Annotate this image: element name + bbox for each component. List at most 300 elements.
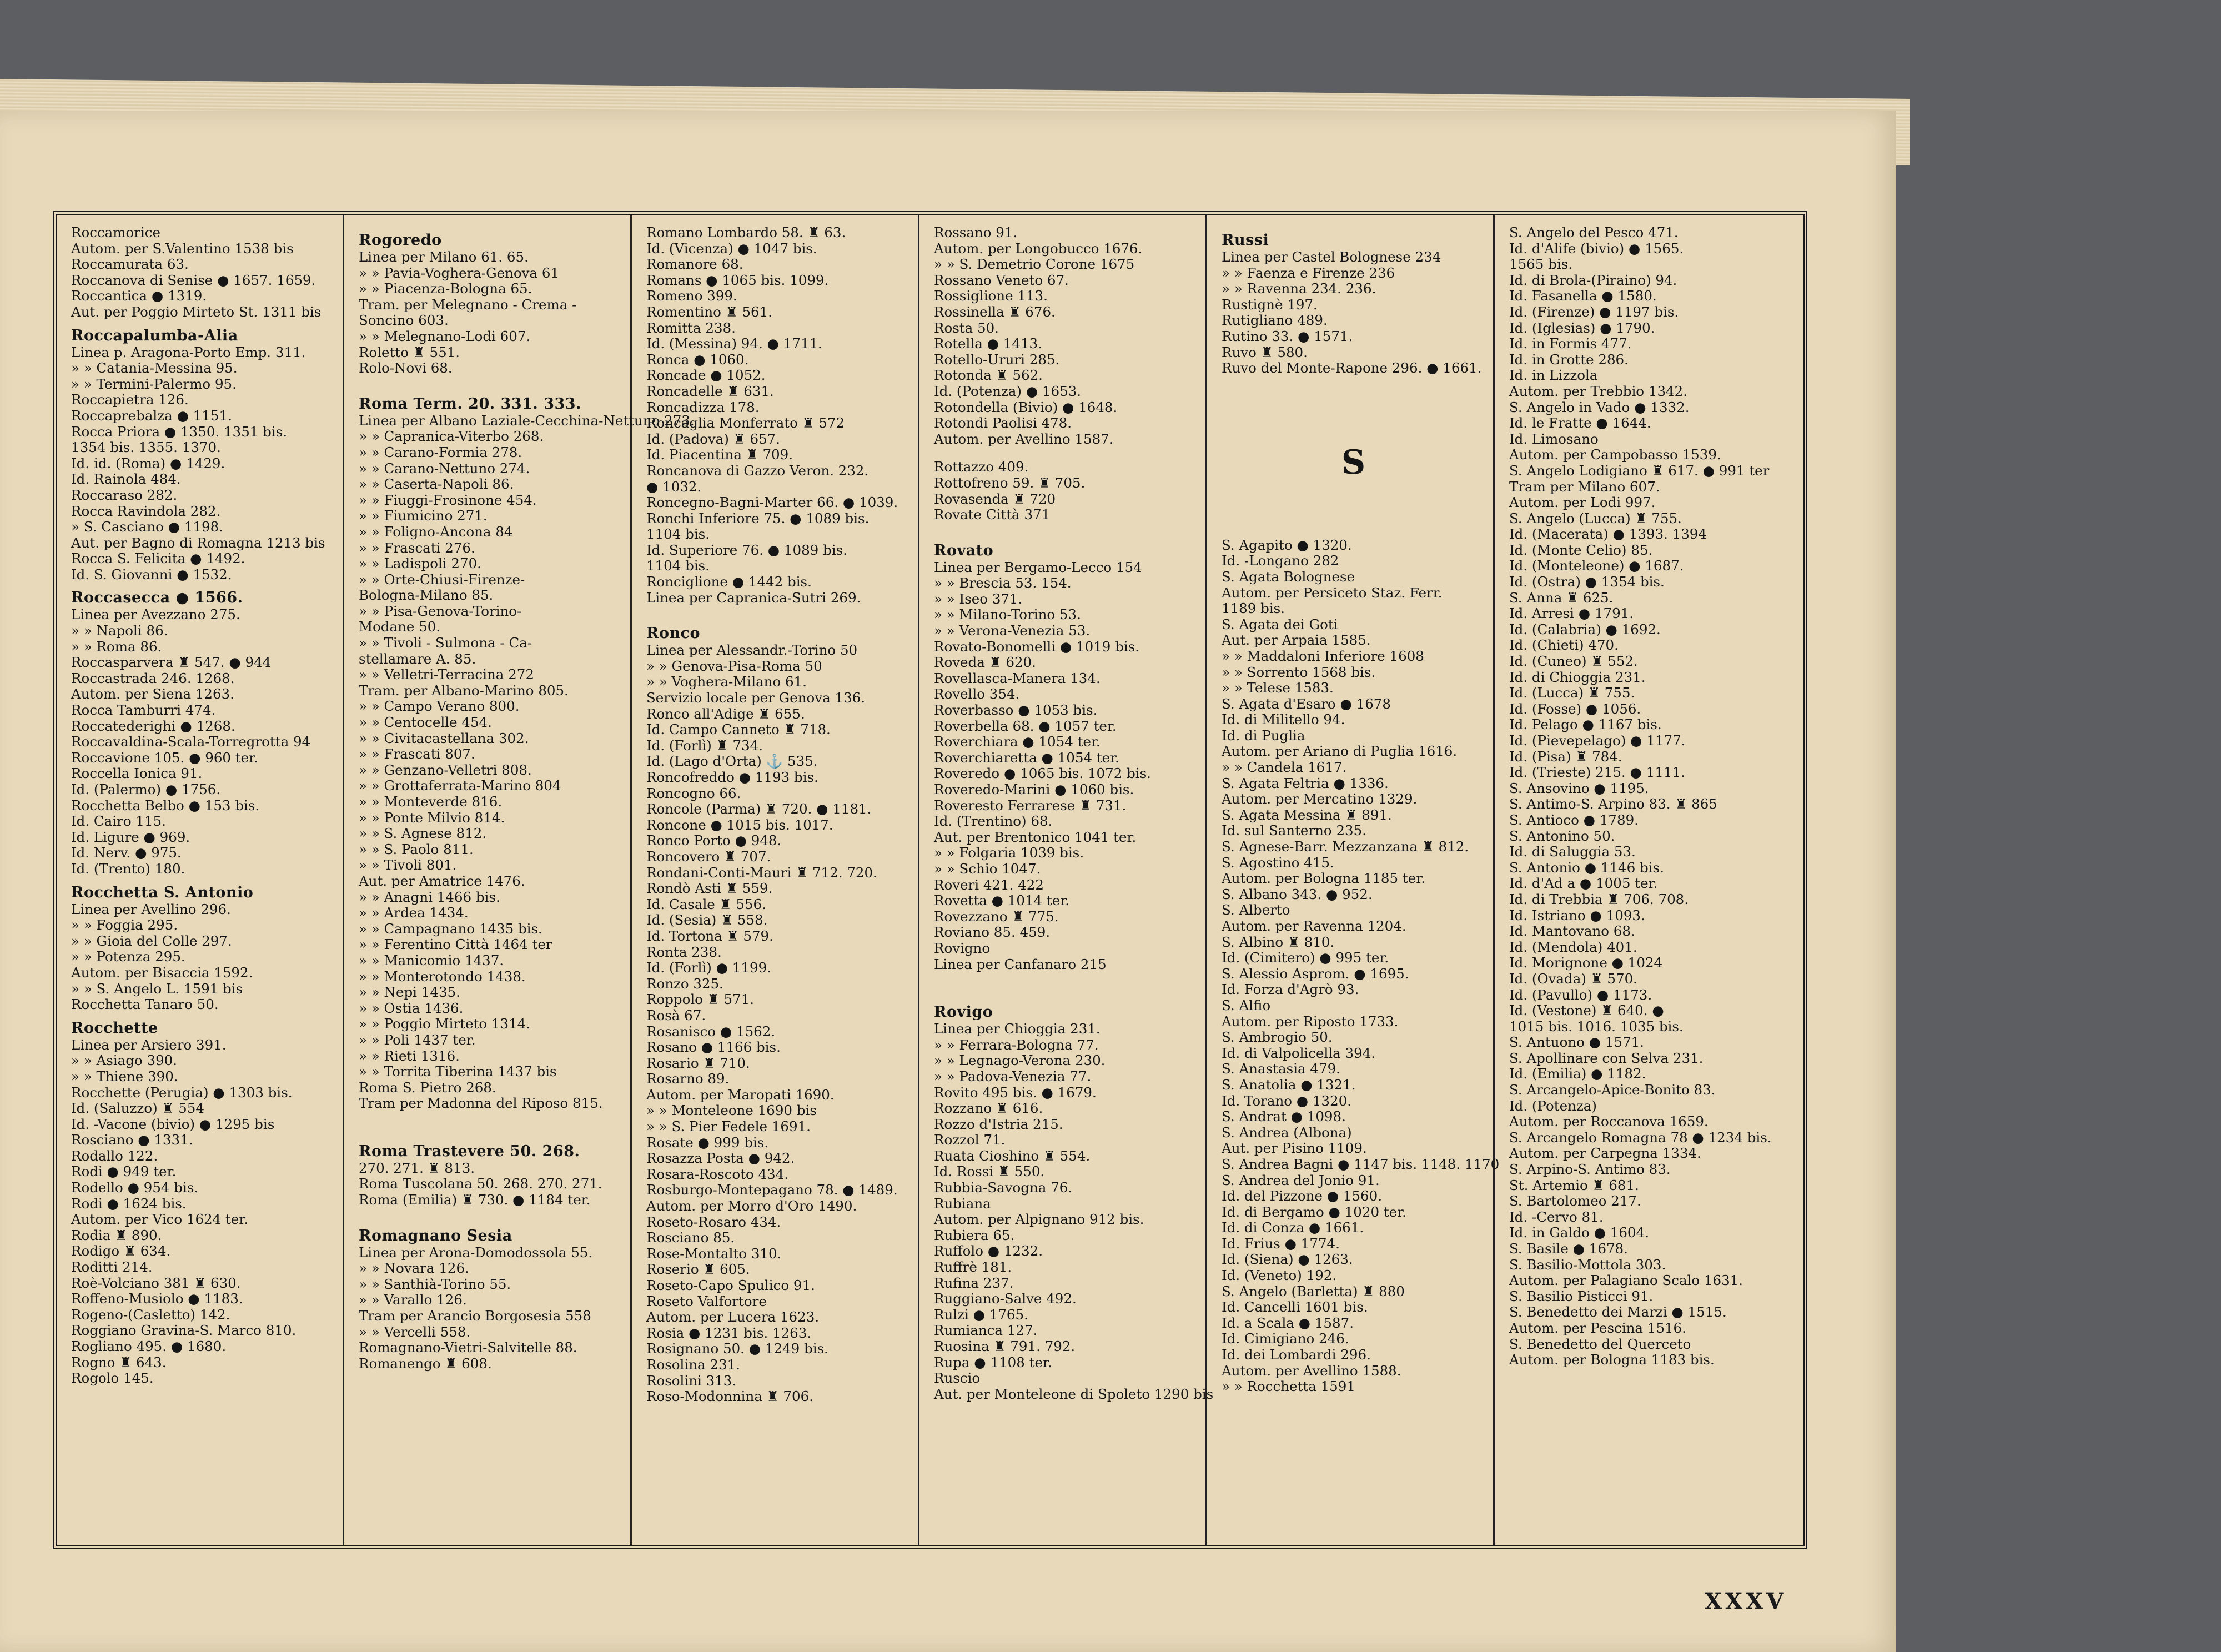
index-entry: » » Schio 1047. (934, 860, 1041, 877)
index-entry: Id. -Longano 282 (1222, 553, 1339, 569)
section-letter: S (1341, 443, 1366, 482)
index-entry: Id. (Ovada) ♜ 570. (1509, 970, 1637, 987)
index-entry: Id. Ligure ● 969. (71, 828, 190, 845)
index-entry: » » Voghera-Milano 61. (646, 674, 807, 690)
index-entry: » » S. Angelo L. 1591 bis (71, 980, 243, 997)
index-entry: Id. (Cuneo) ♜ 552. (1509, 653, 1638, 670)
index-entry: Roccantica ● 1319. (71, 288, 207, 304)
index-entry: Roveresto Ferrarese ♜ 731. (934, 797, 1127, 814)
index-entry: Autom. per Avellino 1588. (1222, 1362, 1401, 1379)
index-entry: Rupa ● 1108 ter. (934, 1354, 1052, 1370)
index-entry: Autom. per Carpegna 1334. (1509, 1145, 1701, 1162)
index-entry: Roletto ♜ 551. (359, 344, 460, 360)
index-entry: » » Rieti 1316. (359, 1047, 460, 1064)
index-entry: Id. -Cervo 81. (1509, 1208, 1604, 1225)
index-entry: Id. Cancelli 1601 bis. (1222, 1299, 1368, 1315)
index-entry: » » Legnago-Verona 230. (934, 1052, 1106, 1069)
index-entry: Rotello-Ururi 285. (934, 351, 1060, 368)
index-entry: S. Ansovino ● 1195. (1509, 780, 1649, 796)
index-entry: Ruosina ♜ 791. 792. (934, 1338, 1076, 1354)
index-entry: Roverchiara ● 1054 ter. (934, 734, 1101, 750)
index-entry: Rubbia-Savogna 76. (934, 1179, 1073, 1196)
index-entry: » » Asiago 390. (71, 1052, 178, 1069)
index-entry: Aut. per Brentonico 1041 ter. (934, 828, 1137, 845)
index-entry: Aut. per Monteleone di Spoleto 1290 bis (934, 1385, 1214, 1402)
index-entry: Rutino 33. ● 1571. (1222, 328, 1353, 344)
index-entry: S. Arpino-S. Antimo 83. (1509, 1161, 1671, 1178)
index-entry: Autom. per Roccanova 1659. (1509, 1113, 1709, 1130)
index-entry: Rodello ● 954 bis. (71, 1179, 199, 1196)
index-entry: Rondani-Conti-Mauri ♜ 712. 720. (646, 864, 877, 881)
index-entry: Rosolina 231. (646, 1356, 740, 1373)
index-entry: S. Bartolomeo 217. (1509, 1193, 1641, 1209)
index-entry: Ruffrè 181. (934, 1259, 1012, 1276)
index-entry: S. Agapito ● 1320. (1222, 536, 1352, 553)
index-entry: Linea per Bergamo-Lecco 154 (934, 559, 1142, 575)
index-entry: Linea per Chioggia 231. (934, 1021, 1101, 1037)
index-entry: Rottazzo 409. (934, 459, 1029, 475)
index-entry: Autom. per S.Valentino 1538 bis (71, 240, 294, 257)
index-entry: Romitta 238. (646, 319, 736, 336)
index-entry: 1354 bis. 1355. 1370. (71, 439, 221, 456)
index-entry: S. Arcangelo Romagna 78 ● 1234 bis. (1509, 1129, 1772, 1146)
index-entry: Id. (Lago d'Orta) ⚓ 535. (646, 753, 818, 770)
index-heading: Rovigo (934, 1003, 993, 1021)
index-entry: Id. (Trento) 180. (71, 860, 185, 877)
index-entry: » » Ostia 1436. (359, 1000, 464, 1016)
index-entry: » » Grottaferrata-Marino 804 (359, 777, 561, 794)
index-entry: Rogno ♜ 643. (71, 1354, 167, 1370)
index-entry: Roma Tuscolana 50. 268. 270. 271. (359, 1176, 602, 1192)
index-entry: Id. (Trentino) 68. (934, 813, 1053, 830)
index-entry: Aut. per Poggio Mirteto St. 1311 bis (71, 303, 321, 320)
index-entry: Roveredo ● 1065 bis. 1072 bis. (934, 765, 1151, 782)
index-entry: Romentino ♜ 561. (646, 303, 773, 320)
index-entry: Autom. per Maropati 1690. (646, 1086, 835, 1103)
index-entry: » » Pavia-Voghera-Genova 61 (359, 264, 560, 281)
index-entry: Ruffolo ● 1232. (934, 1243, 1043, 1259)
index-entry: Aut. per Pisino 1109. (1222, 1140, 1367, 1157)
index-entry: » » Monteleone 1690 bis (646, 1102, 817, 1119)
index-entry: Id. Limosano (1509, 430, 1599, 447)
index-entry: 1565 bis. (1509, 256, 1573, 273)
index-entry: St. Artemio ♜ 681. (1509, 1177, 1639, 1193)
index-entry: » S. Casciano ● 1198. (71, 519, 223, 535)
index-entry: Autom. per Lucera 1623. (646, 1309, 820, 1325)
index-entry: Id. di Valpolicella 394. (1222, 1045, 1376, 1061)
index-entry: Rodi ● 949 ter. (71, 1163, 177, 1180)
index-entry: Id. Arresi ● 1791. (1509, 605, 1634, 622)
index-entry: Id. in Formis 477. (1509, 335, 1632, 352)
index-entry: Roncade ● 1052. (646, 367, 766, 384)
index-entry: Rubiana (934, 1195, 991, 1212)
index-entry: stellamare A. 85. (359, 650, 476, 667)
index-entry: Id. (Firenze) ● 1197 bis. (1509, 303, 1679, 320)
index-entry: Id. Tortona ♜ 579. (646, 927, 773, 944)
index-entry: S. Alessio Asprom. ● 1695. (1222, 965, 1409, 982)
index-entry: » » Anagni 1466 bis. (359, 888, 500, 905)
index-entry: Autom. per Riposto 1733. (1222, 1013, 1399, 1030)
index-entry: Rosà 67. (646, 1007, 706, 1023)
column-6 (1495, 215, 1782, 1545)
index-entry: Rosolini 313. (646, 1372, 737, 1389)
index-entry: » » Poli 1437 ter. (359, 1031, 476, 1048)
index-entry: Servizio locale per Genova 136. (646, 690, 866, 706)
index-entry: Id. (Padova) ♜ 657. (646, 430, 781, 447)
index-entry: Roccamorice (71, 224, 160, 240)
page-number: XXXV (1705, 1588, 1787, 1614)
index-entry: Romano Lombardo 58. ♜ 63. (646, 224, 846, 240)
index-entry: » » Civitacastellana 302. (359, 730, 529, 746)
index-entry: » » Nepi 1435. (359, 984, 460, 1001)
index-entry: S. Antonino 50. (1509, 827, 1615, 844)
index-heading: Roccasecca ● 1566. (71, 589, 243, 607)
index-entry: » » Milano-Torino 53. (934, 606, 1081, 623)
index-entry: Id. in Lizzola (1509, 367, 1598, 384)
index-entry: » » Monterotondo 1438. (359, 968, 526, 985)
index-entry: Tram per Arancio Borgosesia 558 (359, 1308, 591, 1324)
index-entry: » » Telese 1583. (1222, 680, 1334, 696)
index-entry: Roggiano Gravina-S. Marco 810. (71, 1322, 297, 1339)
index-heading: Rovato (934, 541, 994, 559)
index-entry: Rotella ● 1413. (934, 335, 1042, 352)
index-entry: Roncone ● 1015 bis. 1017. (646, 816, 833, 833)
index-entry: » » Torrita Tiberina 1437 bis (359, 1063, 557, 1080)
index-entry: Rosanisco ● 1562. (646, 1023, 776, 1040)
index-entry: Rodallo 122. (71, 1147, 158, 1164)
index-entry: Autom. per Palagiano Scalo 1631. (1509, 1272, 1743, 1289)
index-entry: Rovito 495 bis. ● 1679. (934, 1084, 1097, 1101)
index-entry: Roveri 421. 422 (934, 876, 1044, 893)
index-entry: » » Fiuggi-Frosinone 454. (359, 491, 537, 508)
index-entry: Roccamurata 63. (71, 256, 189, 273)
index-entry: Linea per Arsiero 391. (71, 1036, 227, 1053)
index-entry: S. Anna ♜ 625. (1509, 589, 1614, 606)
index-entry: Id. d'Ad a ● 1005 ter. (1509, 875, 1658, 892)
index-entry: » » Candela 1617. (1222, 759, 1347, 776)
index-entry: » » Ravenna 234. 236. (1222, 280, 1376, 297)
index-entry: Rutigliano 489. (1222, 312, 1328, 329)
index-entry: Id. Mantovano 68. (1509, 923, 1635, 940)
index-entry: S. Agata Feltria ● 1336. (1222, 775, 1389, 791)
index-entry: Rolo-Novi 68. (359, 360, 453, 376)
index-entry: S. Albino ♜ 810. (1222, 933, 1335, 950)
index-entry: Autom. per Alpignano 912 bis. (934, 1211, 1144, 1228)
index-entry: Id. di Puglia (1222, 727, 1305, 744)
index-entry: Roccella Ionica 91. (71, 765, 203, 782)
index-entry: Linea per Avezzano 275. (71, 606, 240, 623)
index-entry: Id. Fasanella ● 1580. (1509, 288, 1657, 304)
index-entry: Roncogno 66. (646, 785, 741, 801)
index-entry: Roncofreddo ● 1193 bis. (646, 769, 818, 785)
index-entry: Aut. per Arpaia 1585. (1222, 632, 1371, 649)
index-entry: Rotondella (Bivio) ● 1648. (934, 399, 1118, 415)
index-entry: Bologna-Milano 85. (359, 587, 494, 604)
index-entry: Roccapietra 126. (71, 391, 189, 408)
index-entry: Roverchiaretta ● 1054 ter. (934, 749, 1119, 766)
index-entry: Roveda ♜ 620. (934, 654, 1036, 671)
column-1 (57, 215, 344, 1545)
index-heading: Roma Term. 20. 331. 333. (359, 395, 581, 413)
index-entry: S. Agnese-Barr. Mezzanzana ♜ 812. (1222, 838, 1469, 855)
index-entry: Id. (Iglesias) ● 1790. (1509, 319, 1655, 336)
index-entry: » » Campo Verano 800. (359, 698, 520, 715)
index-entry: S. Albano 343. ● 952. (1222, 886, 1373, 902)
index-entry: » » Termini-Palermo 95. (71, 375, 237, 392)
index-entry: Roma S. Pietro 268. (359, 1079, 496, 1096)
index-entry: Id. id. (Roma) ● 1429. (71, 455, 225, 471)
index-entry: S. Anastasia 479. (1222, 1061, 1340, 1077)
index-entry: » » S. Agnese 812. (359, 825, 487, 842)
index-entry: » » Centocelle 454. (359, 714, 492, 731)
index-entry: Autom. per Campobasso 1539. (1509, 446, 1721, 463)
index-entry: Linea per Castel Bolognese 234 (1222, 249, 1441, 265)
index-entry: Autom. per Avellino 1587. (934, 430, 1114, 447)
index-entry: » » Thiene 390. (71, 1068, 178, 1084)
index-entry: Autom. per Lodi 997. (1509, 494, 1656, 511)
index-entry: Roncole (Parma) ♜ 720. ● 1181. (646, 801, 872, 817)
index-table (53, 211, 1807, 1549)
index-entry: Id. Piacentina ♜ 709. (646, 446, 793, 463)
index-entry: Id. di Brola-(Piraino) 94. (1509, 272, 1677, 288)
index-entry: Rondò Asti ♜ 559. (646, 880, 773, 897)
index-entry: S. Angelo del Pesco 471. (1509, 224, 1679, 240)
index-entry: Roseto-Rosaro 434. (646, 1213, 781, 1230)
index-entry: 1104 bis. (646, 526, 710, 543)
index-entry: » » Sorrento 1568 bis. (1222, 664, 1376, 680)
index-entry: Id. in Grotte 286. (1509, 351, 1629, 368)
index-entry: Rosario ♜ 710. (646, 1055, 750, 1071)
index-entry: Roso-Modonnina ♜ 706. (646, 1388, 813, 1405)
index-entry: Rozzol 71. (934, 1132, 1006, 1148)
index-entry: Rovetta ● 1014 ter. (934, 892, 1070, 909)
index-entry: Id. (Vicenza) ● 1047 bis. (646, 240, 817, 257)
index-entry: Rosarno 89. (646, 1071, 730, 1087)
index-heading: Ronco (646, 625, 701, 642)
index-entry: » » Foligno-Ancona 84 (359, 523, 513, 540)
index-entry: Id. (Sesia) ♜ 558. (646, 912, 768, 928)
index-entry: Roncegno-Bagni-Marter 66. ● 1039. (646, 494, 898, 511)
index-entry: Id. (Emilia) ● 1182. (1509, 1066, 1646, 1082)
index-entry: Rosignano 50. ● 1249 bis. (646, 1340, 828, 1357)
index-entry: Rossiglione 113. (934, 288, 1048, 304)
index-entry: S. Apollinare con Selva 231. (1509, 1050, 1704, 1066)
index-entry: Id. (Chieti) 470. (1509, 637, 1619, 654)
index-entry: Id. Campo Canneto ♜ 718. (646, 721, 831, 738)
index-entry: Rosate ● 999 bis. (646, 1134, 769, 1151)
index-entry: » » Brescia 53. 154. (934, 575, 1072, 591)
index-entry: Roncovero ♜ 707. (646, 848, 771, 865)
index-entry: Ronco Porto ● 948. (646, 832, 782, 849)
index-entry: » » Ladispoli 270. (359, 555, 481, 572)
index-entry: Roppolo ♜ 571. (646, 991, 754, 1008)
index-entry: Rocca Ravindola 282. (71, 503, 221, 519)
index-entry: Roccavaldina-Scala-Torregrotta 94 (71, 734, 311, 750)
index-entry: Ronta 238. (646, 943, 722, 960)
index-entry: Tram per Milano 607. (1509, 478, 1660, 495)
index-entry: Rumianca 127. (934, 1322, 1038, 1339)
index-entry: S. Basile ● 1678. (1509, 1241, 1628, 1257)
index-entry: Id. Cairo 115. (71, 813, 166, 830)
index-entry: Id. Forza d'Agrò 93. (1222, 981, 1359, 998)
index-heading: Rocchette (71, 1019, 158, 1037)
index-entry: Roccastrada 246. 1268. (71, 670, 235, 686)
index-entry: Id. sul Santerno 235. (1222, 822, 1367, 839)
index-heading: Roccapalumba-Alia (71, 327, 238, 344)
index-entry: Rosciano 85. (646, 1229, 735, 1246)
index-entry: Autom. per Pescina 1516. (1509, 1319, 1686, 1336)
index-entry: Linea per Milano 61. 65. (359, 249, 529, 265)
index-entry: S. Antuono ● 1571. (1509, 1034, 1644, 1051)
index-entry: » » Foggia 295. (71, 917, 178, 933)
column-3 (632, 215, 919, 1545)
index-entry: Ruscio (934, 1370, 981, 1387)
index-entry: Id. (Macerata) ● 1393. 1394 (1509, 526, 1707, 543)
index-entry: Rufina 237. (934, 1274, 1014, 1291)
index-entry: Rocchetta Belbo ● 153 bis. (71, 797, 260, 814)
index-entry: Id. (Ostra) ● 1354 bis. (1509, 574, 1665, 590)
index-entry: Ruggiano-Salve 492. (934, 1291, 1077, 1307)
index-entry: » » Folgaria 1039 bis. (934, 845, 1084, 861)
index-entry: Id. (Mendola) 401. (1509, 938, 1637, 955)
index-entry: Tram. per Melegnano - Crema - (359, 296, 577, 313)
index-entry (934, 985, 1198, 997)
index-entry: Rosciano ● 1331. (71, 1132, 193, 1148)
index-entry: S. Basilio Pisticci 91. (1509, 1288, 1654, 1304)
index-entry: Rotondi Paolisi 478. (934, 415, 1072, 431)
index-entry: Rocca Tamburri 474. (71, 702, 216, 719)
index-entry: Ruvo del Monte-Rapone 296. ● 1661. (1222, 360, 1482, 376)
index-entry: Rosano ● 1166 bis. (646, 1039, 781, 1056)
index-entry: Id. Cimigiano 246. (1222, 1330, 1349, 1347)
index-entry: Id. in Galdo ● 1604. (1509, 1224, 1649, 1241)
index-entry: Roseto Valfortore (646, 1293, 767, 1309)
index-entry: Rosta 50. (934, 319, 999, 336)
index-entry: S. Andrea del Jonio 91. (1222, 1172, 1380, 1188)
index-entry: Rovate Città 371 (934, 506, 1051, 523)
index-entry: S. Agata Messina ♜ 891. (1222, 806, 1392, 823)
index-entry: » » Santhià-Torino 55. (359, 1276, 511, 1292)
index-entry: Aut. per Amatrice 1476. (359, 872, 525, 889)
index-entry: Rustignè 197. (1222, 296, 1318, 313)
index-entry: Rovato-Bonomelli ● 1019 bis. (934, 638, 1140, 655)
index-entry: S. Benedetto dei Marzi ● 1515. (1509, 1304, 1727, 1320)
index-entry: » » Genova-Pisa-Roma 50 (646, 657, 822, 674)
index-entry (934, 972, 1198, 985)
index-entry: Rocca S. Felicita ● 1492. (71, 550, 245, 567)
index-entry: S. Alberto (1222, 902, 1290, 918)
index-entry: Rovello 354. (934, 686, 1020, 702)
index-entry: Tram. per Albano-Marino 805. (359, 682, 569, 699)
index-entry: Id. (Monteleone) ● 1687. (1509, 558, 1684, 574)
index-entry: Autom. per Bologna 1183 bis. (1509, 1352, 1715, 1368)
index-heading: Russi (1222, 232, 1269, 249)
index-entry: Id. di Trebbia ♜ 706. 708. (1509, 891, 1689, 907)
column-4 (919, 215, 1214, 1545)
index-entry: Roseto-Capo Spulico 91. (646, 1277, 815, 1293)
index-entry: Id. (Messina) 94. ● 1711. (646, 335, 822, 352)
index-entry (934, 523, 1198, 535)
index-entry: Id. del Pizzone ● 1560. (1222, 1188, 1382, 1204)
index-entry: Rubiera 65. (934, 1227, 1015, 1243)
index-entry: Id. le Fratte ● 1644. (1509, 415, 1651, 431)
index-entry: Autom. per Longobucco 1676. (934, 240, 1143, 257)
index-entry: » » Velletri-Terracina 272 (359, 666, 534, 683)
index-entry: » » Caserta-Napoli 86. (359, 476, 514, 493)
index-entry: » » Potenza 295. (71, 948, 185, 965)
index-entry: Id. Pelago ● 1167 bis. (1509, 716, 1662, 733)
index-entry: Id. (Monte Celio) 85. (1509, 541, 1653, 558)
index-entry: S. Angelo in Vado ● 1332. (1509, 399, 1690, 415)
index-entry: S. Ambrogio 50. (1222, 1029, 1333, 1046)
index-entry: Autom. per Siena 1263. (71, 686, 234, 702)
index-entry: Rogolo 145. (71, 1370, 154, 1387)
index-entry: Ronco all'Adige ♜ 655. (646, 705, 805, 722)
index-entry: » » S. Paolo 811. (359, 841, 474, 857)
index-entry: Id. (Lucca) ♜ 755. (1509, 685, 1635, 701)
index-entry: Id. -Vacone (bivio) ● 1295 bis (71, 1116, 275, 1132)
index-entry: » » Frascati 807. (359, 746, 475, 762)
index-entry: S. Benedetto del Querceto (1509, 1335, 1691, 1352)
index-entry: S. Antonio ● 1146 bis. (1509, 859, 1664, 876)
index-entry: Ruata Cioshino ♜ 554. (934, 1147, 1091, 1164)
index-entry: Roserio ♜ 605. (646, 1261, 750, 1278)
index-entry: Id. Superiore 76. ● 1089 bis. (646, 541, 847, 558)
index-entry: Rovellasca-Manera 134. (934, 670, 1101, 686)
index-entry: Id. Istriano ● 1093. (1509, 907, 1645, 923)
index-entry: Rosazza Posta ● 942. (646, 1150, 795, 1167)
index-entry: Id. Frius ● 1774. (1222, 1235, 1340, 1252)
column-5 (1207, 215, 1500, 1545)
index-entry: Ronciglione ● 1442 bis. (646, 574, 812, 590)
index-entry: » » Padova-Venezia 77. (934, 1068, 1092, 1084)
index-entry (359, 376, 622, 389)
index-entry: Linea p. Aragona-Porto Emp. 311. (71, 344, 306, 360)
index-entry: » » Verona-Venezia 53. (934, 622, 1091, 639)
index-entry: » » Maddaloni Inferiore 1608 (1222, 647, 1424, 664)
index-entry: Id. Rainola 484. (71, 471, 181, 488)
index-entry: Roncaglia Monferrato ♜ 572 (646, 415, 845, 431)
index-entry: » » Ponte Milvio 814. (359, 809, 505, 826)
index-entry: S. Alfio (1222, 997, 1271, 1013)
index-entry: Soncino 603. (359, 312, 449, 329)
index-entry: » » Monteverde 816. (359, 794, 503, 810)
index-entry: » » Varallo 126. (359, 1292, 467, 1308)
index-entry: Roccanova di Senise ● 1657. 1659. (71, 272, 316, 288)
index-entry: Autom. per Bisaccia 1592. (71, 964, 253, 981)
index-entry: S. Andrat ● 1098. (1222, 1108, 1346, 1125)
index-entry: Linea per Arona-Domodossola 55. (359, 1244, 593, 1261)
index-entry: Id. (Potenza) ● 1653. (934, 383, 1082, 399)
index-entry: Id. (Vestone) ♜ 640. ● (1509, 1002, 1664, 1019)
index-entry: S. Angelo (Lucca) ♜ 755. (1509, 510, 1682, 526)
index-entry: Romanengo ♜ 608. (359, 1355, 492, 1372)
index-entry: Id. di Chioggia 231. (1509, 669, 1646, 685)
index-entry: S. Agostino 415. (1222, 854, 1334, 871)
index-entry: » » Tivoli - Sulmona - Ca- (359, 635, 532, 651)
index-entry: Autom. per Persiceto Staz. Ferr. (1222, 584, 1443, 601)
index-entry: Id. Nerv. ● 975. (71, 845, 182, 861)
index-entry: Linea per Albano Laziale-Cecchina-Nettuno 273. (359, 412, 695, 429)
index-entry: Rogeno-(Casletto) 142. (71, 1306, 230, 1323)
index-entry: Rovasenda ♜ 720 (934, 490, 1056, 507)
index-entry: Roncadizza 178. (646, 399, 760, 415)
index-entry: 1015 bis. 1016. 1035 bis. (1509, 1018, 1684, 1035)
index-entry: Roffeno-Musiolo ● 1183. (71, 1291, 243, 1307)
index-entry: » » Manicomio 1437. (359, 952, 504, 968)
index-entry: S. Agata Bolognese (1222, 568, 1355, 585)
index-entry: Linea per Canfanaro 215 (934, 956, 1107, 972)
